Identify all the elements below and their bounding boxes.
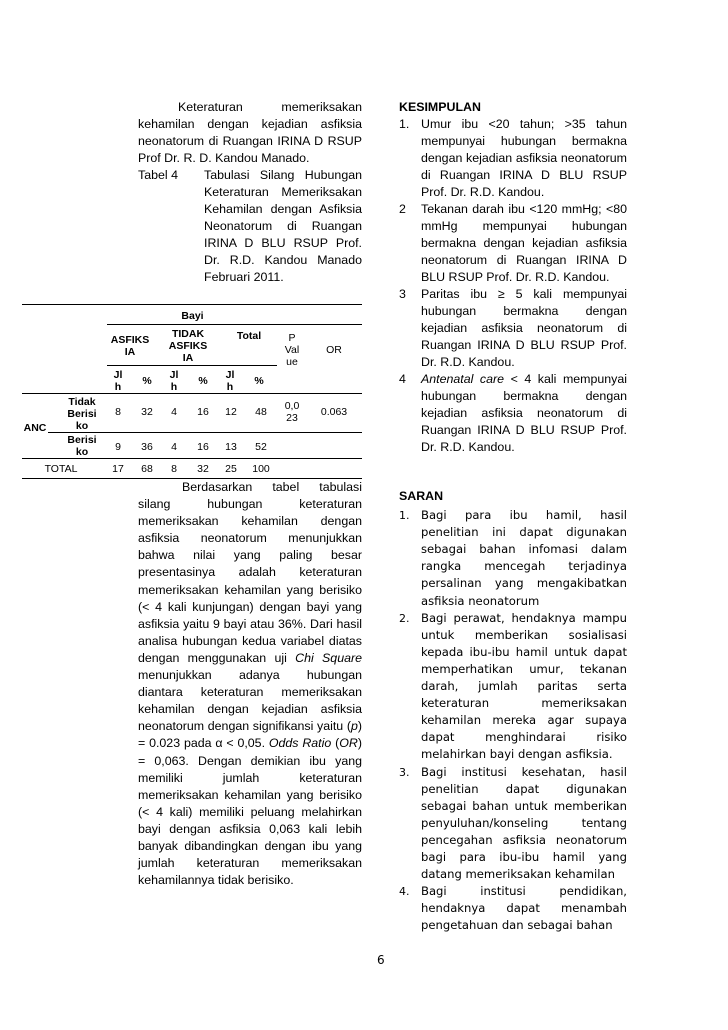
table-col-total: Total: [236, 330, 262, 342]
list-text-rest: < 4 kali mempunyai hubungan bermakna dengan kejadian asfiksia neonatorum di Ruangan IRINA D BLU RSUP Prof. Dr. R.D. Kandou.: [421, 372, 627, 454]
table-cell: 13: [225, 441, 237, 453]
table-cell-or: 0.063: [320, 406, 348, 418]
odds-ratio-term: Odds Ratio: [268, 736, 332, 751]
table-cell: 52: [255, 441, 267, 453]
table-col-asfiksia: ASFIKS IA: [110, 334, 150, 358]
or-symbol: OR: [339, 736, 358, 751]
list-number: 1.: [399, 117, 410, 131]
discussion-paragraph: [138, 479, 362, 889]
left-column-discussion: [138, 479, 362, 889]
table-group-header: Bayi: [181, 310, 204, 322]
list-item: [399, 883, 627, 934]
table-rule-head: [22, 393, 362, 394]
list-number: 3: [399, 287, 406, 301]
list-number: 2.: [399, 611, 410, 625]
table-cell: 4: [171, 441, 177, 453]
chi-square-term: Chi Square: [295, 650, 362, 665]
table-sub-pct-3: %: [254, 375, 264, 387]
list-text: Umur ibu <20 tahun; >35 tahun mempunyai hubungan bermakna dengan kejadian asfiksia neonatorum di Ruangan IRINA D BLU RSUP Prof. Dr. R.D. Kandou.: [421, 117, 627, 199]
list-text: [421, 371, 627, 456]
table-cell: 17: [112, 463, 124, 475]
table-cell: 36: [141, 441, 153, 453]
table-row-label: Tidak Berisi ko: [67, 396, 97, 432]
list-text: Bagi institusi pendidikan, hendaknya dapat menambah pengetahuan dan sebagai bahan: [421, 884, 627, 933]
table-col-p-value: P Val ue: [284, 332, 300, 368]
table-cell: 8: [115, 406, 121, 418]
table-col-or: OR: [326, 344, 342, 356]
intro-paragraph: Keteraturan memeriksakan kehamilan dengan kejadian asfiksia neonatorum di Ruangan IRINA D RSUP Prof Dr. R. D. Kandou Manado.: [138, 100, 362, 165]
table-sub-jlh-2: Jl h: [169, 369, 179, 393]
table-sub-jlh-3: Jl h: [225, 369, 235, 393]
table-rule-top: [22, 304, 362, 305]
table-cell: 32: [141, 406, 153, 418]
list-item: [399, 507, 627, 610]
kesimpulan-heading: KESIMPULAN: [399, 100, 481, 114]
table-cell-p-value: 0,0 23: [284, 400, 300, 424]
saran-heading: SARAN: [399, 489, 444, 503]
list-item: [399, 610, 627, 764]
table-sub-jlh-1: Jl h: [113, 369, 123, 393]
table-caption: [138, 167, 362, 286]
table-cell: 32: [197, 463, 209, 475]
page-number: 6: [377, 953, 385, 967]
table-rule-row: [48, 432, 362, 433]
table-total-label: TOTAL: [44, 463, 78, 475]
discussion-text-1: Berdasarkan tabel tabulasi silang hubungan keteraturan memeriksakan kehamilan dengan asfiksia neonatorum menunjukkan bahwa nilai yang paling besar presentasinya adalah keteraturan memeriksakan kehamilan yang berisiko (< 4 kali kunjungan) dengan bayi yang asfiksia yaitu 9 bayi atau 36%. Dari hasil analisa hubungan kedua variabel diatas dengan menggunakan uji: [138, 480, 362, 665]
table-caption-label: Tabel 4: [138, 168, 178, 182]
table-rule-sub: [107, 365, 277, 366]
antenatal-care-term: Antenatal care: [421, 372, 505, 386]
list-item: [399, 764, 627, 884]
list-text: Bagi para ibu hamil, hasil penelitian ini dapat digunakan sebagai bahan infomasi dalam rangka mencegah terjadinya persalinan yang mengakibatkan asfiksia neonatorum: [421, 508, 627, 608]
list-number: 1.: [399, 509, 410, 523]
table-rule-total: [22, 458, 362, 459]
table-cell: 100: [252, 463, 270, 475]
table-cell: 48: [255, 406, 267, 418]
table-cell: 8: [171, 463, 177, 475]
list-item: [399, 201, 627, 286]
table-col-tidak-asfiksia: TIDAK ASFIKS IA: [168, 328, 208, 364]
list-text: Tekanan darah ibu <120 mmHg; <80 mmHg mempunyai hubungan bermakna dengan kejadian asfiksia neonatorum di Ruangan IRINA D BLU RSUP Prof. Dr. R.D. Kandou.: [421, 202, 627, 284]
table-row-group: ANC: [23, 422, 47, 434]
left-column-intro: [138, 99, 362, 286]
table-cell: 12: [225, 406, 237, 418]
table-cell: 25: [225, 463, 237, 475]
discussion-text-3: ) = 0.023 pada α < 0,05.: [138, 719, 362, 751]
list-number: 4.: [399, 885, 410, 899]
list-number: 3.: [399, 765, 410, 779]
table-rule-group: [107, 324, 362, 325]
list-number: 4: [399, 372, 406, 386]
discussion-text-2: menunjukkan adanya hubungan diantara keteraturan memeriksakan kehamilan dengan kejadian asfiksia neonatorum dengan signifikansi yaitu (: [138, 668, 362, 734]
list-item: [399, 371, 627, 456]
saran-section: [399, 488, 627, 934]
table-cell: 68: [141, 463, 153, 475]
table-cell: 4: [171, 406, 177, 418]
list-number: 2: [399, 202, 406, 216]
table-sub-pct-2: %: [198, 375, 208, 387]
table-cell: 16: [197, 441, 209, 453]
list-text: Bagi institusi kesehatan, hasil penelitian dapat digunakan sebagai bahan untuk memberikan penyuluhan/konseling tentang pencegahan asfiksia neonatorum bagi para ibu-ibu hamil yang datang memeriksakan kehamilan: [421, 764, 627, 882]
table-cell: 9: [115, 441, 121, 453]
table-caption-text: Tabulasi Silang Hubungan Keteraturan Memeriksakan Kehamilan dengan Asfiksia Neonatorum di Ruangan IRINA D BLU RSUP Prof. Dr. R.D. Kandou Manado Februari 2011.: [204, 168, 362, 284]
list-item: [399, 286, 627, 371]
list-text: Bagi perawat, hendaknya mampu untuk memberikan sosialisasi kepada ibu-ibu hamil untuk dapat memperhatikan umur, tekanan darah, jumlah paritas serta keteraturan memeriksakan kehamilan mereka agar supaya dapat menghindarai risiko melahirkan bayi dengan asfiksia.: [421, 610, 627, 762]
table-row-label: Berisi ko: [67, 434, 97, 458]
table-cell: 16: [197, 406, 209, 418]
table-sub-pct-1: %: [142, 375, 152, 387]
discussion-text-4: (: [335, 736, 340, 751]
discussion-text-5: ) = 0,063. Dengan demikian ibu yang memiliki jumlah keteraturan memeriksakan kehamilan yang berisiko (< 4 kali) memiliki peluang melahirkan bayi dengan asfiksia 0,063 kali lebih banyak dibandingkan dengan ibu yang jumlah keteraturan memeriksakan kehamilannya tidak berisiko.: [138, 736, 362, 888]
p-symbol: p: [350, 719, 358, 734]
list-text: Paritas ibu ≥ 5 kali mempunyai hubungan bermakna dengan kejadian asfiksia neonatorum di Ruangan IRINA D BLU RSUP Prof. Dr. R.D. Kandou.: [421, 287, 627, 369]
kesimpulan-section: [399, 99, 627, 456]
list-item: [399, 116, 627, 201]
